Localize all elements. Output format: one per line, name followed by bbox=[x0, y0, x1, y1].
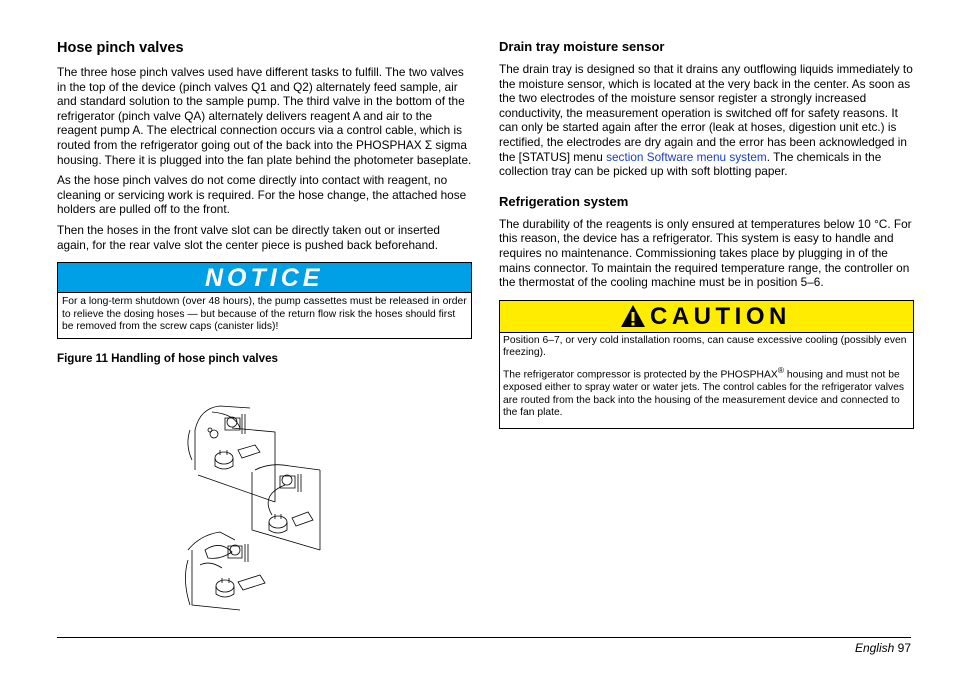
refrigeration-paragraph: The durability of the reagents is only ensured at temperatures below 10 °C. For this reason, the device has a refrigerator. This system is easy to handle and requires no maintenance. Commissioning takes place by plugging in of the mains connector. To maintain the required temperature range, the controller on the thermostat of the cooling machine must be in position 5–6. bbox=[499, 216, 912, 290]
notice-text: For a long-term shutdown (over 48 hours), the pump cassettes must be released in order to relieve the dosing hoses — but because of the return flow risk the hoses should first be removed from the screw caps (canister lids)! bbox=[62, 296, 467, 333]
section-heading-hose-pinch-valves: Hose pinch valves bbox=[57, 40, 184, 56]
footer-language: English bbox=[854, 641, 895, 655]
paragraph: The three hose pinch valves used have different tasks to fulfill. The two valves in the top of the device (pinch valves Q1 and Q2) alternately feed sample, air and standard solution to the sample pump. The third valve in the bottom of the refrigerator (pinch valve QA) alternately delivers reagent A and air to the reagent pump A. The electrical connection occurs via a control cable, which is routed from the refrigerator going out of the back into the PHOSPHAX Σ sigma housing. There it is plugged into the fan plate behind the photometer baseplate. bbox=[57, 65, 472, 167]
notice-box bbox=[57, 262, 472, 339]
hose-pinch-valve-illustration bbox=[180, 400, 330, 612]
notice-title: NOTICE bbox=[58, 263, 471, 293]
drain-text: The drain tray is designed so that it drains any outflowing liquids immediately to the moisture sensor, which is located at the very back in the center. As soon as the two electrodes of the moisture sensor register a strongly increased conductivity, the measurement operation is switched off for safety reasons. It can only be started again after the error (leak at hoses, digestion unit etc.) is rectified, the electrodes are dry again and the error has been acknowledged in the [STATUS] menu bbox=[499, 62, 913, 164]
warning-triangle-icon bbox=[620, 304, 646, 328]
caution-text bbox=[500, 333, 913, 428]
left-column bbox=[57, 38, 472, 366]
figure-caption: Figure 11 Handling of hose pinch valves bbox=[57, 351, 278, 365]
registered-mark: ® bbox=[777, 364, 785, 375]
section-heading-drain-tray: Drain tray moisture sensor bbox=[499, 39, 665, 54]
caution-text-part: housing and must not be exposed either to spray water or water jets. The control cables for the refrigerator valves are routed from the back into the housing of the measurement device and connected to the fan plate. bbox=[503, 369, 905, 419]
caution-header bbox=[500, 301, 913, 333]
caution-paragraph bbox=[503, 364, 910, 420]
caution-paragraph: Position 6–7, or very cold installation rooms, can cause excessive cooling (possibly even freezing). bbox=[503, 334, 907, 359]
caution-title: CAUTION bbox=[650, 302, 791, 330]
footer-divider bbox=[57, 637, 911, 638]
caution-box bbox=[499, 300, 914, 429]
page-number: 97 bbox=[897, 641, 911, 655]
paragraph: Then the hoses in the front valve slot can be directly taken out or inserted again, for the rear valve slot the center piece is pushed back beforehand. bbox=[57, 222, 440, 252]
software-menu-link[interactable]: section Software menu system bbox=[606, 149, 767, 164]
right-column bbox=[499, 38, 914, 429]
page-footer bbox=[855, 641, 911, 655]
caution-text-part: The refrigerator compressor is protected by the PHOSPHAX bbox=[503, 369, 778, 381]
paragraph: As the hose pinch valves do not come directly into contact with reagent, no cleaning or servicing work is required. For the hose change, the attached hose holders are pulled off to the front. bbox=[57, 173, 467, 217]
drain-tray-paragraph bbox=[499, 62, 914, 179]
drain-text-end: . The chemicals in the collection tray can be picked up with soft blotting paper. bbox=[499, 149, 882, 179]
section-heading-refrigeration: Refrigeration system bbox=[499, 193, 629, 209]
